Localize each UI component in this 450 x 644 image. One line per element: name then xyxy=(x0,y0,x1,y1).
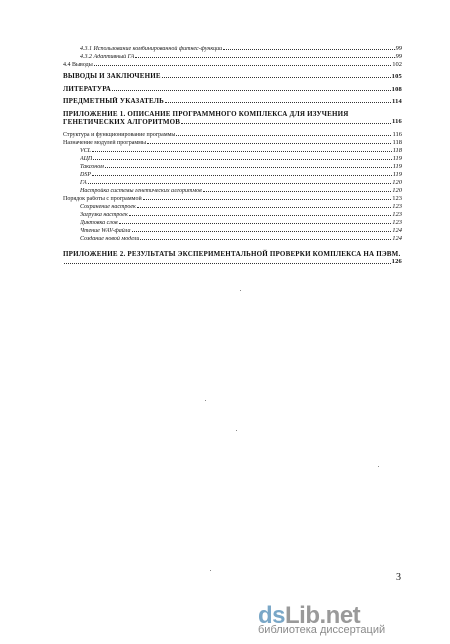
toc-page-number: 116 xyxy=(392,118,402,125)
toc-page-number: 126 xyxy=(391,258,402,265)
toc-page-number: 99 xyxy=(395,45,402,52)
toc-entry-title: ВЫВОДЫ И ЗАКЛЮЧЕНИЕ xyxy=(63,72,161,80)
toc-page-number: 123 xyxy=(392,211,402,218)
toc-entry xyxy=(63,97,402,105)
leader-dots xyxy=(135,56,394,58)
toc-page-number: 119 xyxy=(392,163,402,170)
toc-entry-title: ГА xyxy=(80,180,87,186)
toc-entry xyxy=(63,195,402,202)
leader-dots xyxy=(105,166,392,168)
toc-entry-title: ЛИТЕРАТУРА xyxy=(63,85,112,93)
toc-page-number: 119 xyxy=(392,155,402,162)
toc-entry xyxy=(80,155,402,162)
toc-entry xyxy=(80,45,402,52)
leader-dots xyxy=(140,238,391,240)
toc-page-number: 99 xyxy=(395,53,402,60)
toc-page-number: 124 xyxy=(392,227,402,234)
toc-page-number: 118 xyxy=(392,147,402,154)
toc-entry-title: 4.3.2 Адаптивный ГА xyxy=(80,54,135,60)
toc-entry-appendix-2 xyxy=(63,250,402,266)
toc-entry xyxy=(63,85,402,93)
leader-dots xyxy=(94,64,392,66)
toc-entry xyxy=(63,139,402,146)
toc-entry-title: VCL xyxy=(80,148,92,154)
scan-speck xyxy=(210,570,211,571)
toc-entry-title: Настройка системы генетических алгоритмов xyxy=(80,188,202,194)
toc-page-number: 120 xyxy=(392,179,402,186)
toc-page-number: 116 xyxy=(392,131,402,138)
toc-entry-title-line2: ГЕНЕТИЧЕСКИХ АЛГОРИТМОВ xyxy=(63,118,181,126)
leader-dots xyxy=(129,214,391,216)
toc-entry xyxy=(63,72,402,80)
leader-dots xyxy=(165,101,391,103)
toc-entry-title: Диктовка слов xyxy=(80,220,118,226)
leader-dots xyxy=(92,174,392,176)
toc-entry xyxy=(80,227,402,234)
toc-entry-title: Порядок работы с программой xyxy=(63,196,142,202)
leader-dots xyxy=(92,150,392,152)
leader-dots xyxy=(223,48,394,50)
leader-dots xyxy=(64,262,391,264)
toc-page-number: 123 xyxy=(392,195,402,202)
toc-entry-appendix-1 xyxy=(63,110,402,126)
leader-dots xyxy=(132,230,392,232)
toc-entry xyxy=(80,211,402,218)
watermark-subtitle: библиотека диссертаций xyxy=(258,624,386,636)
toc-entry-title: 4.4 Выводы xyxy=(63,62,93,68)
scan-speck xyxy=(236,430,237,431)
toc-page-number: 124 xyxy=(392,235,402,242)
leader-dots xyxy=(162,76,391,78)
toc-entry-title: Структура и функционирование программы xyxy=(63,132,176,138)
toc-entry xyxy=(80,179,402,186)
leader-dots xyxy=(119,222,392,224)
toc-page-number: 119 xyxy=(392,171,402,178)
leader-dots xyxy=(203,190,391,192)
leader-dots xyxy=(112,89,391,91)
toc-entry-title: 4.3.1 Использование комбинированной фитнес-функции xyxy=(80,46,223,52)
toc-entry xyxy=(63,131,402,138)
toc-entry-title-line1: ПРИЛОЖЕНИЕ 2. РЕЗУЛЬТАТЫ ЭКСПЕРИМЕНТАЛЬНОЙ ПРОВЕРКИ КОМПЛЕКСА НА ПЭВМ. xyxy=(63,250,401,258)
toc-entry-title: Чтение WAV-файла xyxy=(80,228,131,234)
leader-dots xyxy=(181,122,391,124)
scan-speck xyxy=(240,290,241,291)
leader-dots xyxy=(93,158,391,160)
toc-entry-title: Создание новой модели xyxy=(80,236,140,242)
toc-entry xyxy=(80,203,402,210)
leader-dots xyxy=(176,134,391,136)
toc-entry-title: Сохранение настроек xyxy=(80,204,136,210)
toc-page-number: 114 xyxy=(392,98,402,105)
toc-page-number: 108 xyxy=(391,86,402,93)
toc-entry xyxy=(80,147,402,154)
toc-entry-title: Таксоном xyxy=(80,164,104,170)
scan-speck xyxy=(378,466,379,467)
toc-page-number: 105 xyxy=(391,73,402,80)
toc-entry-title: ПРЕДМЕТНЫЙ УКАЗАТЕЛЬ xyxy=(63,97,164,105)
watermark xyxy=(258,600,438,636)
toc-entry-title: Загрузка настроек xyxy=(80,212,128,218)
toc-entry-title: АЦП xyxy=(80,156,93,162)
leader-dots xyxy=(147,142,391,144)
toc-page-number: 120 xyxy=(392,187,402,194)
scan-speck xyxy=(205,400,206,401)
toc-page-number: 102 xyxy=(392,61,402,68)
toc-entry-title-line1: ПРИЛОЖЕНИЕ 1. ОПИСАНИЕ ПРОГРАММНОГО КОМПЛЕКСА ДЛЯ ИЗУЧЕНИЯ xyxy=(63,110,349,118)
toc-page-number: 123 xyxy=(392,219,402,226)
toc-entry xyxy=(63,61,402,68)
leader-dots xyxy=(143,198,392,200)
toc-entry-title: Назначение модулей программы xyxy=(63,140,147,146)
toc-entry xyxy=(80,235,402,242)
toc-page-number: 123 xyxy=(392,203,402,210)
toc-entry xyxy=(80,163,402,170)
toc-entry xyxy=(80,53,402,60)
leader-dots xyxy=(137,206,391,208)
toc-page-number: 118 xyxy=(392,139,402,146)
toc-entry-title: DSP xyxy=(80,172,91,178)
toc-entry xyxy=(80,171,402,178)
watermark-logo: dsLib.net xyxy=(258,602,361,629)
page-number: 3 xyxy=(396,572,401,583)
toc-entry xyxy=(80,187,402,194)
leader-dots xyxy=(88,182,392,184)
toc-entry xyxy=(80,219,402,226)
